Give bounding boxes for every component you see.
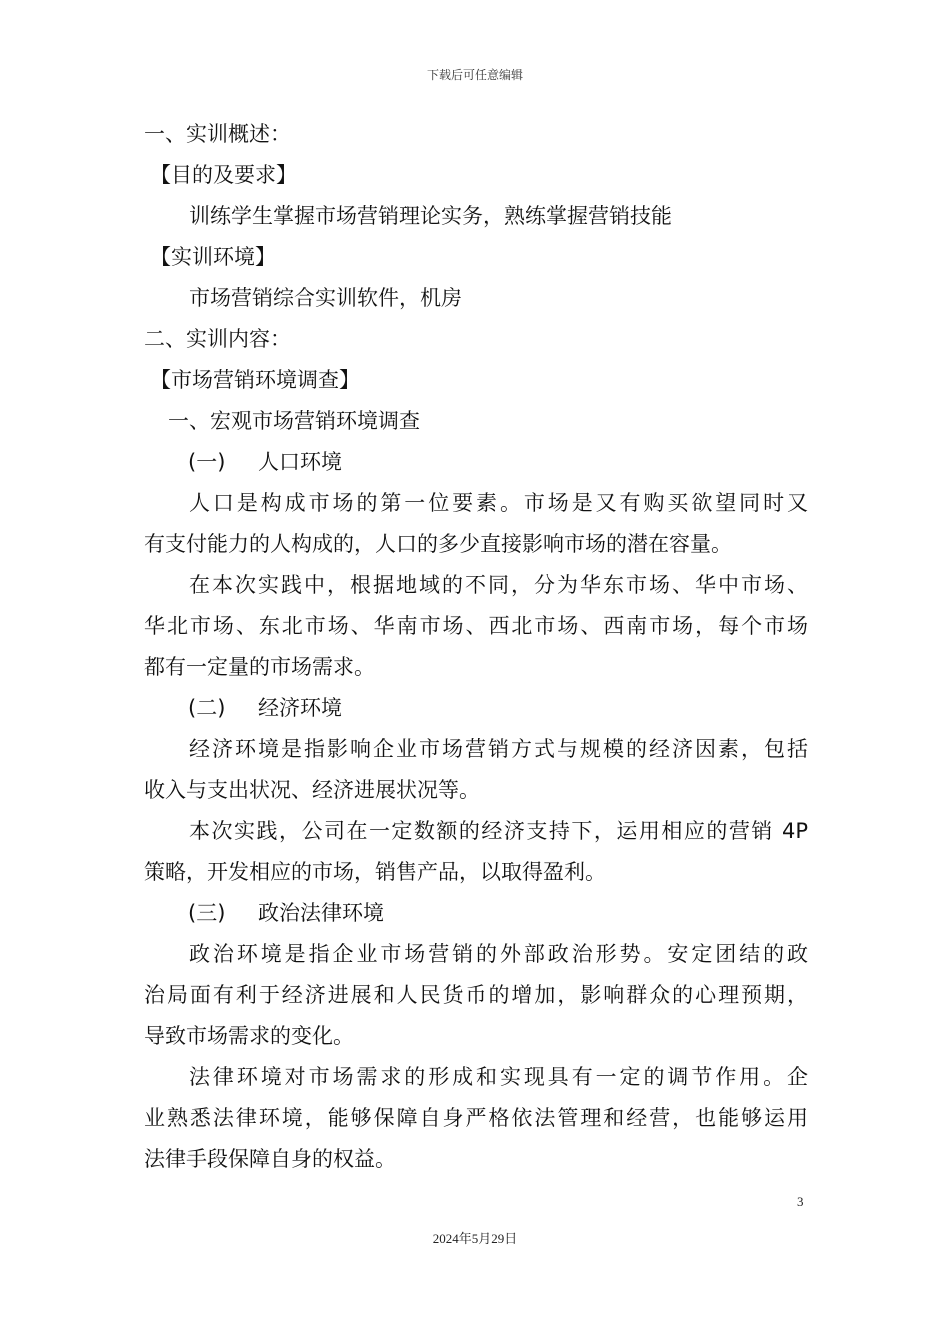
paragraph-line: 政治环境是指企业市场营销的外部政治形势。安定团结的政 [189,942,808,966]
item-heading-population [144,442,808,483]
document-body [144,114,808,1180]
item-number: (三) [188,901,226,925]
environment-text: 市场营销综合实训软件，机房 [189,286,462,310]
item-number: (一) [188,450,226,474]
paragraph-line: 导致市场需求的变化。 [144,1024,354,1048]
purpose-text: 训练学生掌握市场营销理论实务，熟练掌握营销技能 [189,204,672,228]
paragraph-line: 在本次实践中，根据地域的不同，分为华东市场、华中市场、 [189,573,808,597]
item-title: 人口环境 [258,450,342,474]
environment-heading: 【实训环境】 [150,245,276,269]
paragraph-line: 策略，开发相应的市场，销售产品，以取得盈利。 [144,860,606,884]
paragraph-line: 本次实践，公司在一定数额的经济支持下，运用相应的营销 4P [189,819,808,843]
item-title: 政治法律环境 [258,901,384,925]
page-header: 下载后可任意编辑 [426,68,523,82]
paragraph-line: 都有一定量的市场需求。 [144,655,375,679]
item-heading-economy [144,688,808,729]
paragraph-line: 华北市场、东北市场、华南市场、西北市场、西南市场，每个市场 [144,614,808,638]
purpose-heading: 【目的及要求】 [150,163,297,187]
page-number: 3 [797,1194,804,1209]
paragraph-line: 业熟悉法律环境，能够保障自身严格依法管理和经营，也能够运用 [144,1106,808,1130]
survey-heading: 【市场营销环境调查】 [150,368,360,392]
paragraph-line: 有支付能力的人构成的，人口的多少直接影响市场的潜在容量。 [144,532,732,556]
item-heading-politics-law [144,893,808,934]
paragraph-line: 经济环境是指影响企业市场营销方式与规模的经济因素，包括 [189,737,808,761]
paragraph-line: 法律手段保障自身的权益。 [144,1147,396,1171]
macro-survey-subheading: 一、宏观市场营销环境调查 [168,409,420,433]
paragraph-line: 人口是构成市场的第一位要素。市场是又有购买欲望同时又 [189,491,808,515]
section-2-title: 二、实训内容： [144,327,291,351]
section-1-title: 一、实训概述： [144,122,291,146]
footer-date: 2024年5月29日 [432,1231,518,1246]
paragraph-line: 收入与支出状况、经济进展状况等。 [144,778,480,802]
item-title: 经济环境 [258,696,342,720]
paragraph-line: 治局面有利于经济进展和人民货币的增加，影响群众的心理预期， [144,983,808,1007]
paragraph-line: 法律环境对市场需求的形成和实现具有一定的调节作用。企 [189,1065,808,1089]
item-number: (二) [188,696,226,720]
